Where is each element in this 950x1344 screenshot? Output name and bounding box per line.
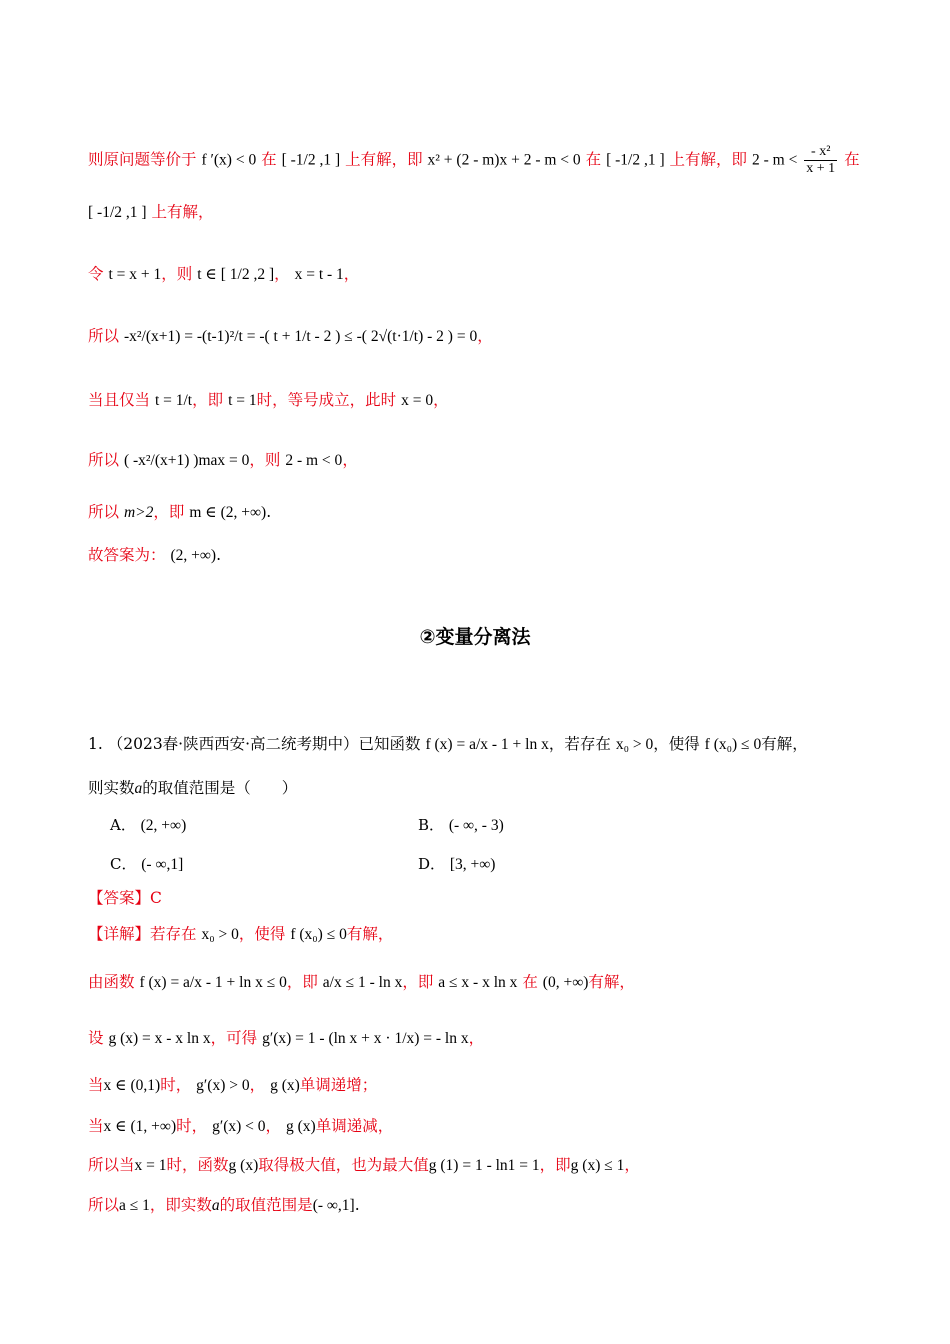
- math-expr: t ∈ [ 1/2 ,2 ]: [197, 266, 275, 283]
- text: 则原问题等价于: [88, 150, 197, 169]
- text: 所以: [88, 503, 120, 521]
- detail-line-3: [88, 1028, 484, 1049]
- math-expr: m>2: [123, 504, 154, 521]
- detail-line-6: [88, 1155, 640, 1176]
- detail-line-1: [88, 924, 393, 945]
- text: 在: [261, 150, 277, 169]
- math-expr: f ′(x) < 0: [201, 151, 257, 169]
- text: 时，函数: [166, 1156, 229, 1174]
- detail-line-4: [88, 1075, 377, 1096]
- math-expr: x = 1: [134, 1157, 167, 1174]
- math-expr: f (x₀) ≤ 0: [704, 736, 762, 753]
- option-value: (- ∞, - 3): [448, 817, 504, 834]
- math-expr: x² + (2 - m)x + 2 - m < 0: [427, 151, 581, 169]
- question-line-2: [88, 778, 297, 799]
- math-expr: ( -x²/(x+1) )max = 0: [123, 452, 250, 469]
- math-expr: g (x) = x - x ln x: [108, 1030, 211, 1047]
- question-number: 1.: [88, 735, 103, 753]
- text: 则实数: [88, 779, 135, 797]
- solution-line-4: [88, 326, 493, 347]
- option-a[interactable]: [110, 814, 186, 835]
- text: 在: [844, 150, 860, 169]
- solution-line-7: [88, 502, 271, 523]
- solution-line-2: [88, 202, 214, 223]
- math-expr: x ∈ (0,1): [103, 1077, 161, 1094]
- text: ，: [433, 391, 449, 409]
- math-interval: [ -1/2 ,1 ]: [88, 204, 147, 221]
- text: ，使得: [653, 735, 700, 753]
- denominator: x + 1: [806, 161, 836, 176]
- text: 的取值范围是: [219, 1196, 313, 1214]
- option-b[interactable]: [418, 814, 504, 835]
- text: 所以: [88, 327, 120, 345]
- text: 有解，: [588, 973, 635, 991]
- math-expr: t = 1/t: [154, 392, 193, 409]
- option-label: C．: [110, 855, 137, 873]
- text: 单调递增；: [299, 1076, 378, 1094]
- detail-line-2: [88, 972, 635, 993]
- math-expr: g′(x) > 0: [196, 1077, 250, 1094]
- text: ，即: [286, 973, 318, 991]
- text: 上有解，: [151, 203, 214, 221]
- section-title: ②变量分离法: [419, 626, 531, 648]
- option-label: B．: [418, 816, 445, 834]
- detail-line-7: [88, 1195, 360, 1216]
- text: 有解，: [346, 925, 394, 943]
- math-var: a: [134, 780, 143, 797]
- math-expr: x = t - 1: [294, 266, 344, 283]
- text: ，: [624, 1156, 640, 1174]
- text: ，可得: [210, 1029, 258, 1047]
- option-label: D．: [418, 855, 446, 873]
- numerator: - x²: [804, 144, 837, 161]
- answer-line: [88, 888, 162, 908]
- math-expr: t = 1: [228, 392, 257, 409]
- text: ，: [477, 327, 493, 345]
- text: ，则: [161, 265, 193, 283]
- text: 在: [585, 150, 602, 169]
- math-var: a: [211, 1197, 220, 1214]
- math-expr: m ∈ (2, +∞): [189, 504, 267, 521]
- answer-tag: 【答案】: [88, 889, 151, 907]
- text: 所以: [88, 1196, 120, 1214]
- math-expr: f (x₀) ≤ 0: [290, 926, 347, 943]
- math-expr: g (1) = 1 - ln1 = 1: [428, 1157, 540, 1174]
- math-expr: (- ∞,1]: [312, 1197, 355, 1214]
- math-fraction: [804, 144, 837, 177]
- text: 当: [88, 1117, 104, 1135]
- detail-line-5: [88, 1116, 393, 1137]
- text: 时，等号成立，此时: [256, 391, 397, 409]
- question-line-1: [88, 734, 808, 755]
- text: ，即: [192, 391, 224, 409]
- text: ，若存在: [548, 735, 611, 753]
- math-interval: [ -1/2 ,1 ]: [606, 151, 665, 169]
- math-expr: (0, +∞): [542, 974, 589, 991]
- text: 时，: [160, 1076, 192, 1094]
- math-expr: 2 - m < 0: [285, 452, 343, 469]
- text: ，: [468, 1029, 485, 1047]
- math-expr: g′(x) = 1 - (ln x + x · 1/x) = - ln x: [262, 1030, 469, 1047]
- math-expr: g (x): [228, 1157, 259, 1174]
- text: ，即: [153, 503, 185, 521]
- text: ，使得: [238, 925, 286, 943]
- text: 单调递减，: [315, 1117, 394, 1135]
- math-expr: -x²/(x+1) = -(t-1)²/t = -( t + 1/t - 2 ) ≤ -( 2√(t·1/t) - 2 ) = 0: [123, 328, 478, 345]
- answer-value: C: [150, 889, 162, 907]
- text: 取得极大值，也为最大值: [258, 1156, 429, 1174]
- text: ，则: [249, 451, 281, 469]
- math-expr: g (x): [285, 1118, 316, 1135]
- math-expr: f (x) = a/x - 1 + ln x: [425, 736, 549, 753]
- text: ，: [274, 265, 290, 283]
- math-expr: x₀ > 0: [615, 736, 654, 753]
- solution-line-6: [88, 450, 358, 471]
- text: ，: [249, 1076, 266, 1094]
- math-expr: a ≤ 1: [119, 1197, 150, 1214]
- solution-line-1: [88, 144, 860, 177]
- text: ，即: [539, 1156, 571, 1174]
- math-expr: x = 0: [401, 392, 434, 409]
- text: 若存在: [150, 925, 197, 943]
- option-d[interactable]: [418, 853, 495, 874]
- text: 上有解，即: [669, 150, 748, 169]
- text: 令: [88, 265, 104, 283]
- text: 当: [88, 1076, 104, 1094]
- detail-tag: 【详解】: [88, 925, 151, 943]
- solution-line-3: [88, 264, 359, 285]
- text: 在: [522, 973, 538, 991]
- text: 由函数: [88, 973, 135, 991]
- text: 设: [88, 1029, 104, 1047]
- option-value: [3, +∞): [449, 856, 496, 873]
- math-expr: a ≤ x - x ln x: [438, 974, 518, 991]
- math-expr: x ∈ (1, +∞): [103, 1118, 177, 1135]
- math-expr: a/x ≤ 1 - ln x: [322, 974, 403, 991]
- text: 上有解，即: [345, 150, 423, 169]
- option-value: (- ∞,1]: [141, 856, 184, 873]
- text: 故答案为：: [88, 546, 166, 564]
- math-expr: g′(x) < 0: [212, 1118, 266, 1135]
- text: 时，: [176, 1117, 208, 1135]
- math-expr: f (x) = a/x - 1 + ln x ≤ 0: [139, 974, 287, 991]
- text: .: [216, 546, 222, 564]
- text: .: [266, 503, 272, 521]
- question-source: （2023春·陕西西安·高二统考期中）已知函数: [107, 735, 421, 753]
- option-value: (2, +∞): [140, 817, 187, 834]
- text: ，: [343, 265, 360, 283]
- text: ，: [265, 1117, 282, 1135]
- text: ，即实数: [149, 1196, 212, 1214]
- math-interval: [ -1/2 ,1 ]: [281, 151, 341, 169]
- text: .: [354, 1196, 360, 1214]
- math-expr: (2, +∞): [170, 547, 217, 564]
- math-expr: t = x + 1: [108, 266, 162, 283]
- option-c[interactable]: [110, 853, 183, 874]
- text: ，即: [402, 973, 434, 991]
- math-expr: 2 - m <: [752, 151, 798, 169]
- text: 所以当: [88, 1156, 135, 1174]
- math-expr: x₀ > 0: [201, 926, 239, 943]
- text: ，: [342, 451, 358, 469]
- text: 的取值范围是（ ）: [142, 779, 298, 797]
- math-expr: g (x) ≤ 1: [570, 1157, 625, 1174]
- math-expr: g (x): [270, 1077, 300, 1094]
- text: 所以: [88, 451, 120, 469]
- text: 有解，: [761, 735, 808, 753]
- solution-line-8: [88, 545, 221, 566]
- solution-line-5: [88, 390, 449, 411]
- text: 当且仅当: [88, 391, 151, 409]
- option-label: A．: [110, 816, 136, 834]
